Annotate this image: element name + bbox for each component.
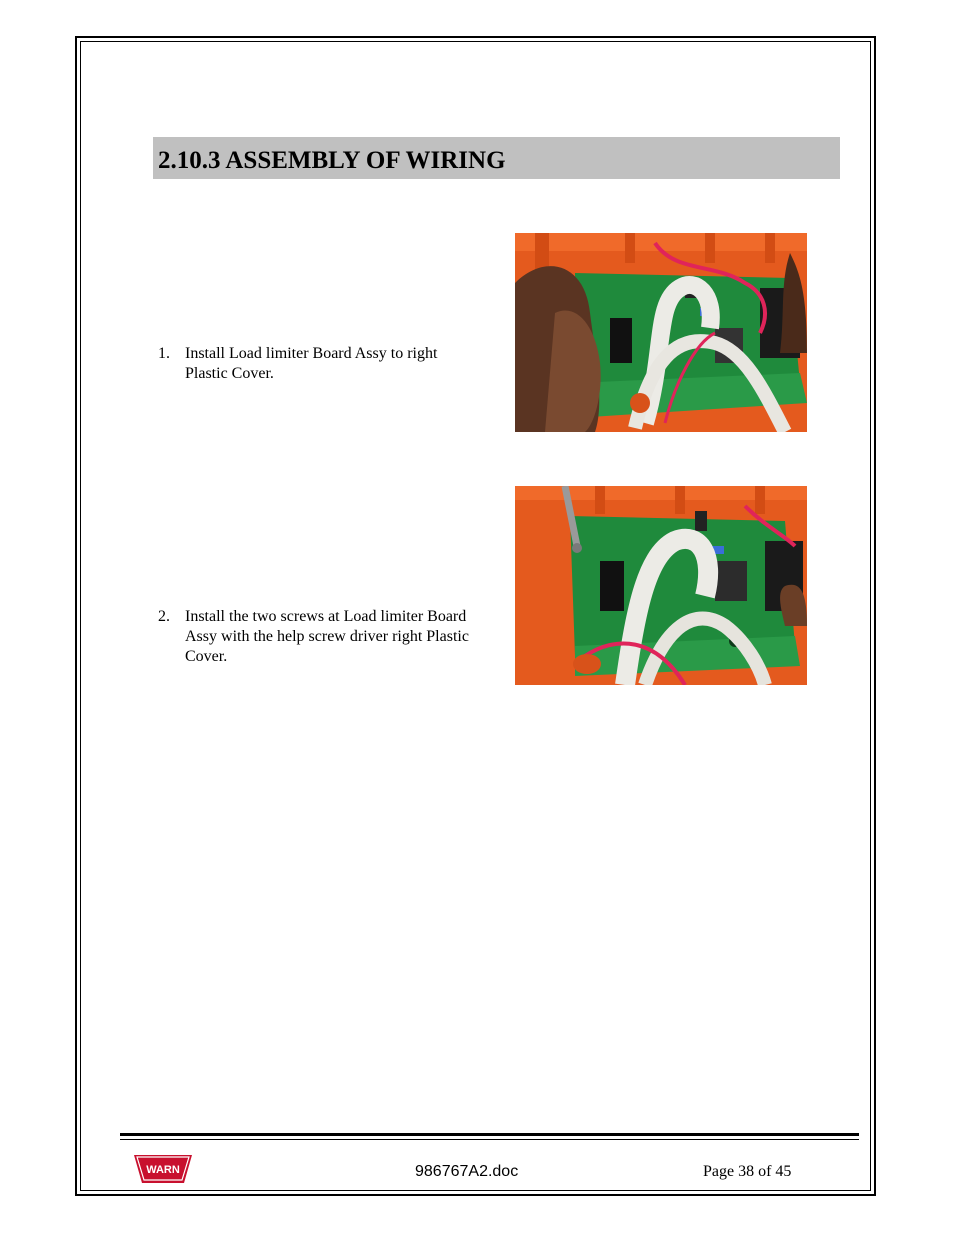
warn-logo-text: WARN xyxy=(146,1164,180,1176)
footer-rule-thick xyxy=(120,1133,859,1136)
step-2-text: Install the two screws at Load limiter Board Assy with the help screw driver right Plastic Cover. xyxy=(185,608,469,665)
document-filename: 986767A2.doc xyxy=(415,1163,519,1180)
photo-load-limiter-board-install xyxy=(515,233,807,432)
step-2-number: 2. xyxy=(158,608,170,625)
step-1-text: Install Load limiter Board Assy to right Plastic Cover. xyxy=(185,345,438,382)
step-1-number: 1. xyxy=(158,345,170,362)
page-number: Page 38 of 45 xyxy=(703,1163,792,1180)
footer-rule-thin xyxy=(120,1139,859,1140)
warn-logo-icon xyxy=(132,1153,194,1185)
photo-screw-installation xyxy=(515,486,807,685)
section-heading: 2.10.3 ASSEMBLY OF WIRING xyxy=(153,137,840,179)
